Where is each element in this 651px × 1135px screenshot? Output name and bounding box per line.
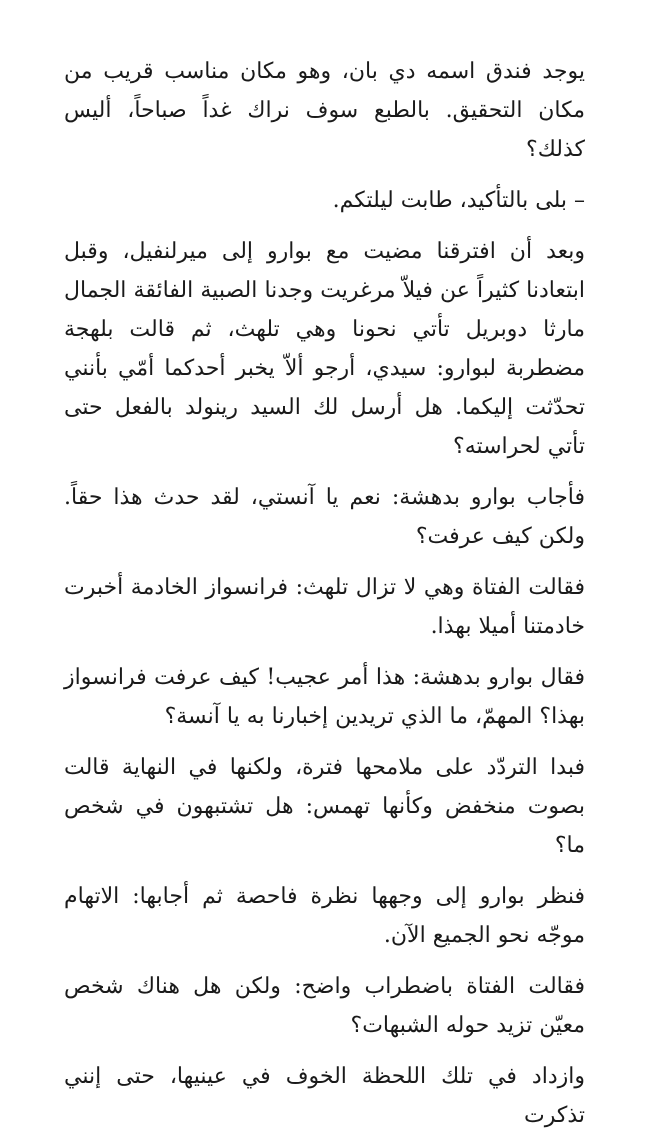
paragraph: – بلى بالتأكيد، طابت ليلتكم.: [332, 188, 585, 213]
paragraph: فأجاب بوارو بدهشة: نعم يا آنستي، لقد حدث هذا حقاً. ولكن كيف عرفت؟: [64, 485, 585, 549]
paragraph: فنظر بوارو إلى وجهها نظرة فاحصة ثم أجابها: الاتهام موجّه نحو الجميع الآن.: [64, 884, 585, 948]
paragraph: فقالت الفتاة باضطراب واضح: ولكن هل هناك شخص معيّن تزيد حوله الشبهات؟: [64, 974, 585, 1038]
paragraph: وبعد أن افترقنا مضيت مع بوارو إلى ميرلنفيل، وقبل ابتعادنا كثيراً عن فيلاّ مرغريت وجدنا الصبية الفائقة الجمال مارثا دوبريل تأتي نحونا وهي تلهث، ثم قالت بلهجة مضطربة لبوارو: سيدي، أرجو ألاّ يخبر أحدكما أمّي بأنني تحدّثت إليكما. هل أرسل لك السيد رينولد بالفعل حتى تأتي لحراسته؟: [64, 239, 585, 459]
paragraph: فقال بوارو بدهشة: هذا أمر عجيب! كيف عرفت فرانسواز بهذا؟ المهمّ، ما الذي تريدين إخبارنا به يا آنسة؟: [64, 665, 585, 729]
paragraph: وازداد في تلك اللحظة الخوف في عينيها، حتى إنني تذكرت: [64, 1064, 585, 1128]
paragraph: فبدا التردّد على ملامحها فترة، ولكنها في النهاية قالت بصوت منخفض وكأنها تهمس: هل تشتبهون في شخص ما؟: [64, 755, 585, 858]
paragraph: يوجد فندق اسمه دي بان، وهو مكان مناسب قريب من مكان التحقيق. بالطبع سوف نراك غداً صباحاً، أليس كذلك؟: [64, 59, 585, 162]
paragraph: فقالت الفتاة وهي لا تزال تلهث: فرانسواز الخادمة أخبرت خادمتنا أميلا بهذا.: [64, 575, 585, 639]
